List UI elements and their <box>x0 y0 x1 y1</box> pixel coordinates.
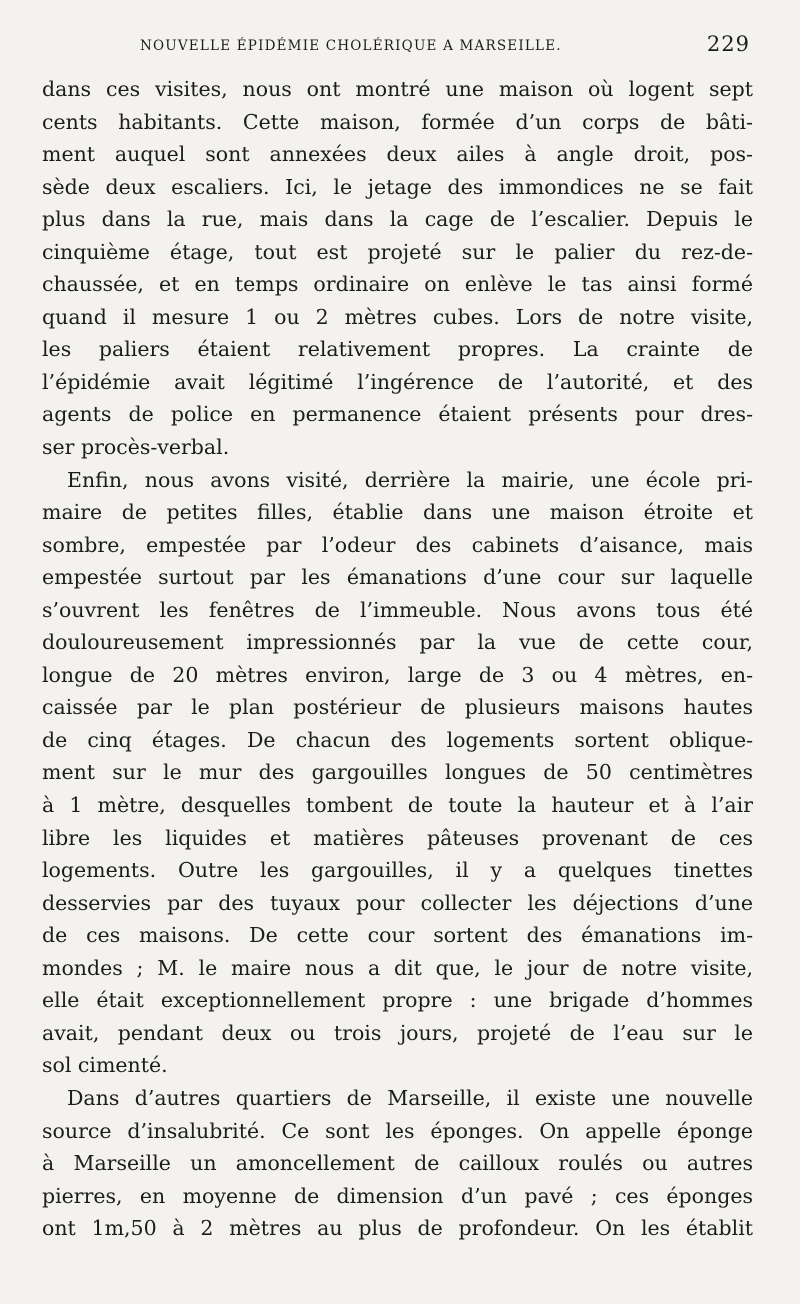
page-number: 229 <box>706 32 750 56</box>
text-line: à 1 mètre, desquelles tombent de toute la hauteur et à l’air <box>42 793 753 818</box>
text-line: libre les liquides et matières pâteuses provenant de ces <box>42 825 753 850</box>
text-line: ment auquel sont annexées deux ailes à angle droit, pos- <box>42 142 753 167</box>
text-line: dans ces visites, nous ont montré une maison où logent sept <box>42 77 753 101</box>
body-text <box>42 73 753 1245</box>
text-line: douloureusement impressionnés par la vue de cette cour, <box>42 630 753 655</box>
text-line: de ces maisons. De cette cour sortent des émanations im- <box>42 923 753 948</box>
text-line: sède deux escaliers. Ici, le jetage des immondices ne se fait <box>42 174 753 199</box>
text-line: l’épidémie avait légitimé l’ingérence de l’autorité, et des <box>42 369 753 394</box>
text-line: chaussée, et en temps ordinaire on enlève le tas ainsi formé <box>42 272 753 297</box>
text-line: ont 1m,50 à 2 mètres au plus de profondeur. On les établit <box>42 1216 753 1241</box>
text-line: desservies par des tuyaux pour collecter les déjections d’une <box>42 890 753 915</box>
text-line: avait, pendant deux ou trois jours, projeté de l’eau sur le <box>42 1020 753 1045</box>
paragraph-2 <box>42 464 753 1082</box>
text-line: agents de police en permanence étaient présents pour dres- <box>42 402 753 427</box>
running-head <box>40 34 750 60</box>
text-line: Dans d’autres quartiers de Marseille, il existe une nouvelle <box>67 1085 753 1110</box>
text-line: s’ouvrent les fenêtres de l’immeuble. Nous avons tous été <box>42 597 753 622</box>
text-line: à Marseille un amoncellement de cailloux roulés ou autres <box>42 1151 753 1176</box>
text-line: source d’insalubrité. Ce sont les éponges. On appelle éponge <box>42 1118 753 1143</box>
paragraph-1 <box>42 73 753 464</box>
text-line: caissée par le plan postérieur de plusieurs maisons hautes <box>42 695 753 720</box>
text-line: longue de 20 mètres environ, large de 3 ou 4 mètres, en- <box>42 662 753 687</box>
text-line: empestée surtout par les émanations d’une cour sur laquelle <box>42 565 753 590</box>
text-line: sombre, empestée par l’odeur des cabinets d’aisance, mais <box>42 532 753 557</box>
text-line: Enfin, nous avons visité, derrière la mairie, une école pri- <box>67 467 753 492</box>
text-line: les paliers étaient relativement propres. La crainte de <box>42 337 753 362</box>
text-line: ser procès-verbal. <box>42 435 230 460</box>
running-head-title: NOUVELLE ÉPIDÉMIE CHOLÉRIQUE A MARSEILLE. <box>140 38 562 54</box>
text-line: cents habitants. Cette maison, formée d’un corps de bâti- <box>42 109 753 134</box>
text-line: logements. Outre les gargouilles, il y a quelques tinettes <box>42 858 753 883</box>
text-line: plus dans la rue, mais dans la cage de l’escalier. Depuis le <box>42 207 753 232</box>
text-line: ment sur le mur des gargouilles longues de 50 centimètres <box>42 760 753 785</box>
text-line: maire de petites filles, établie dans une maison étroite et <box>42 500 753 525</box>
text-line: pierres, en moyenne de dimension d’un pavé ; ces éponges <box>42 1183 753 1208</box>
text-line: mondes ; M. le maire nous a dit que, le jour de notre visite, <box>42 955 753 980</box>
text-line: elle était exceptionnellement propre : une brigade d’hommes <box>42 988 753 1013</box>
text-line: sol cimenté. <box>42 1053 168 1078</box>
text-line: cinquième étage, tout est projeté sur le palier du rez-de- <box>42 239 753 264</box>
text-line: de cinq étages. De chacun des logements sortent oblique- <box>42 727 753 752</box>
paragraph-3 <box>42 1082 753 1245</box>
text-line: quand il mesure 1 ou 2 mètres cubes. Lors de notre visite, <box>42 304 753 329</box>
